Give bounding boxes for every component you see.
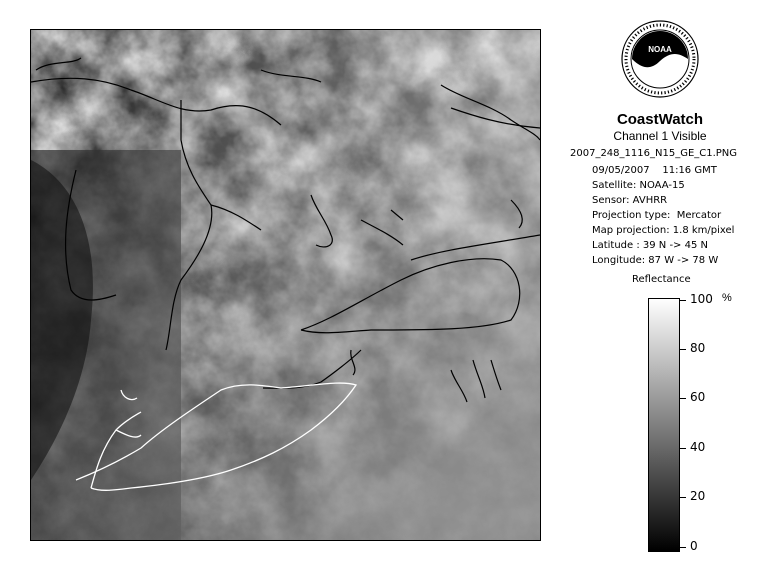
map-projection-label: Map projection: 1.8 km/pixel	[592, 225, 735, 236]
satellite-image	[30, 29, 541, 541]
filename-label: 2007_248_1116_N15_GE_C1.PNG	[570, 148, 738, 159]
colorbar-tick	[680, 300, 686, 301]
datetime-label: 09/05/2007 11:16 GMT	[592, 165, 717, 176]
noaa-logo	[621, 20, 699, 98]
colorbar-tick	[680, 497, 686, 498]
sensor-label: Sensor: AVHRR	[592, 195, 668, 206]
colorbar-tick-label: 20	[690, 489, 706, 503]
colorbar-unit: %	[722, 292, 732, 304]
projection-type-label: Projection type: Mercator	[592, 210, 722, 221]
colorbar-tick-label: 40	[690, 440, 706, 454]
colorbar-tick-label: 60	[690, 390, 706, 404]
colorbar-tick	[680, 398, 686, 399]
colorbar-tick-label: 80	[690, 341, 706, 355]
satellite-image-render	[31, 30, 540, 540]
satellite-label: Satellite: NOAA-15	[592, 180, 685, 191]
colorbar-tick	[680, 349, 686, 350]
app-title: CoastWatch	[616, 111, 704, 128]
logo-text: NOAA	[648, 45, 672, 54]
latitude-label: Latitude : 39 N -> 45 N	[592, 240, 708, 251]
colorbar-tick	[680, 547, 686, 548]
channel-label: Channel 1 Visible	[613, 129, 707, 143]
longitude-label: Longitude: 87 W -> 78 W	[592, 255, 719, 266]
colorbar-tick-label: 0	[690, 539, 698, 553]
colorbar-label: Reflectance	[632, 274, 691, 285]
colorbar-tick	[680, 448, 686, 449]
reflectance-colorbar	[648, 298, 680, 552]
noaa-seal-icon	[621, 20, 699, 98]
colorbar-tick-label: 100	[690, 292, 713, 306]
